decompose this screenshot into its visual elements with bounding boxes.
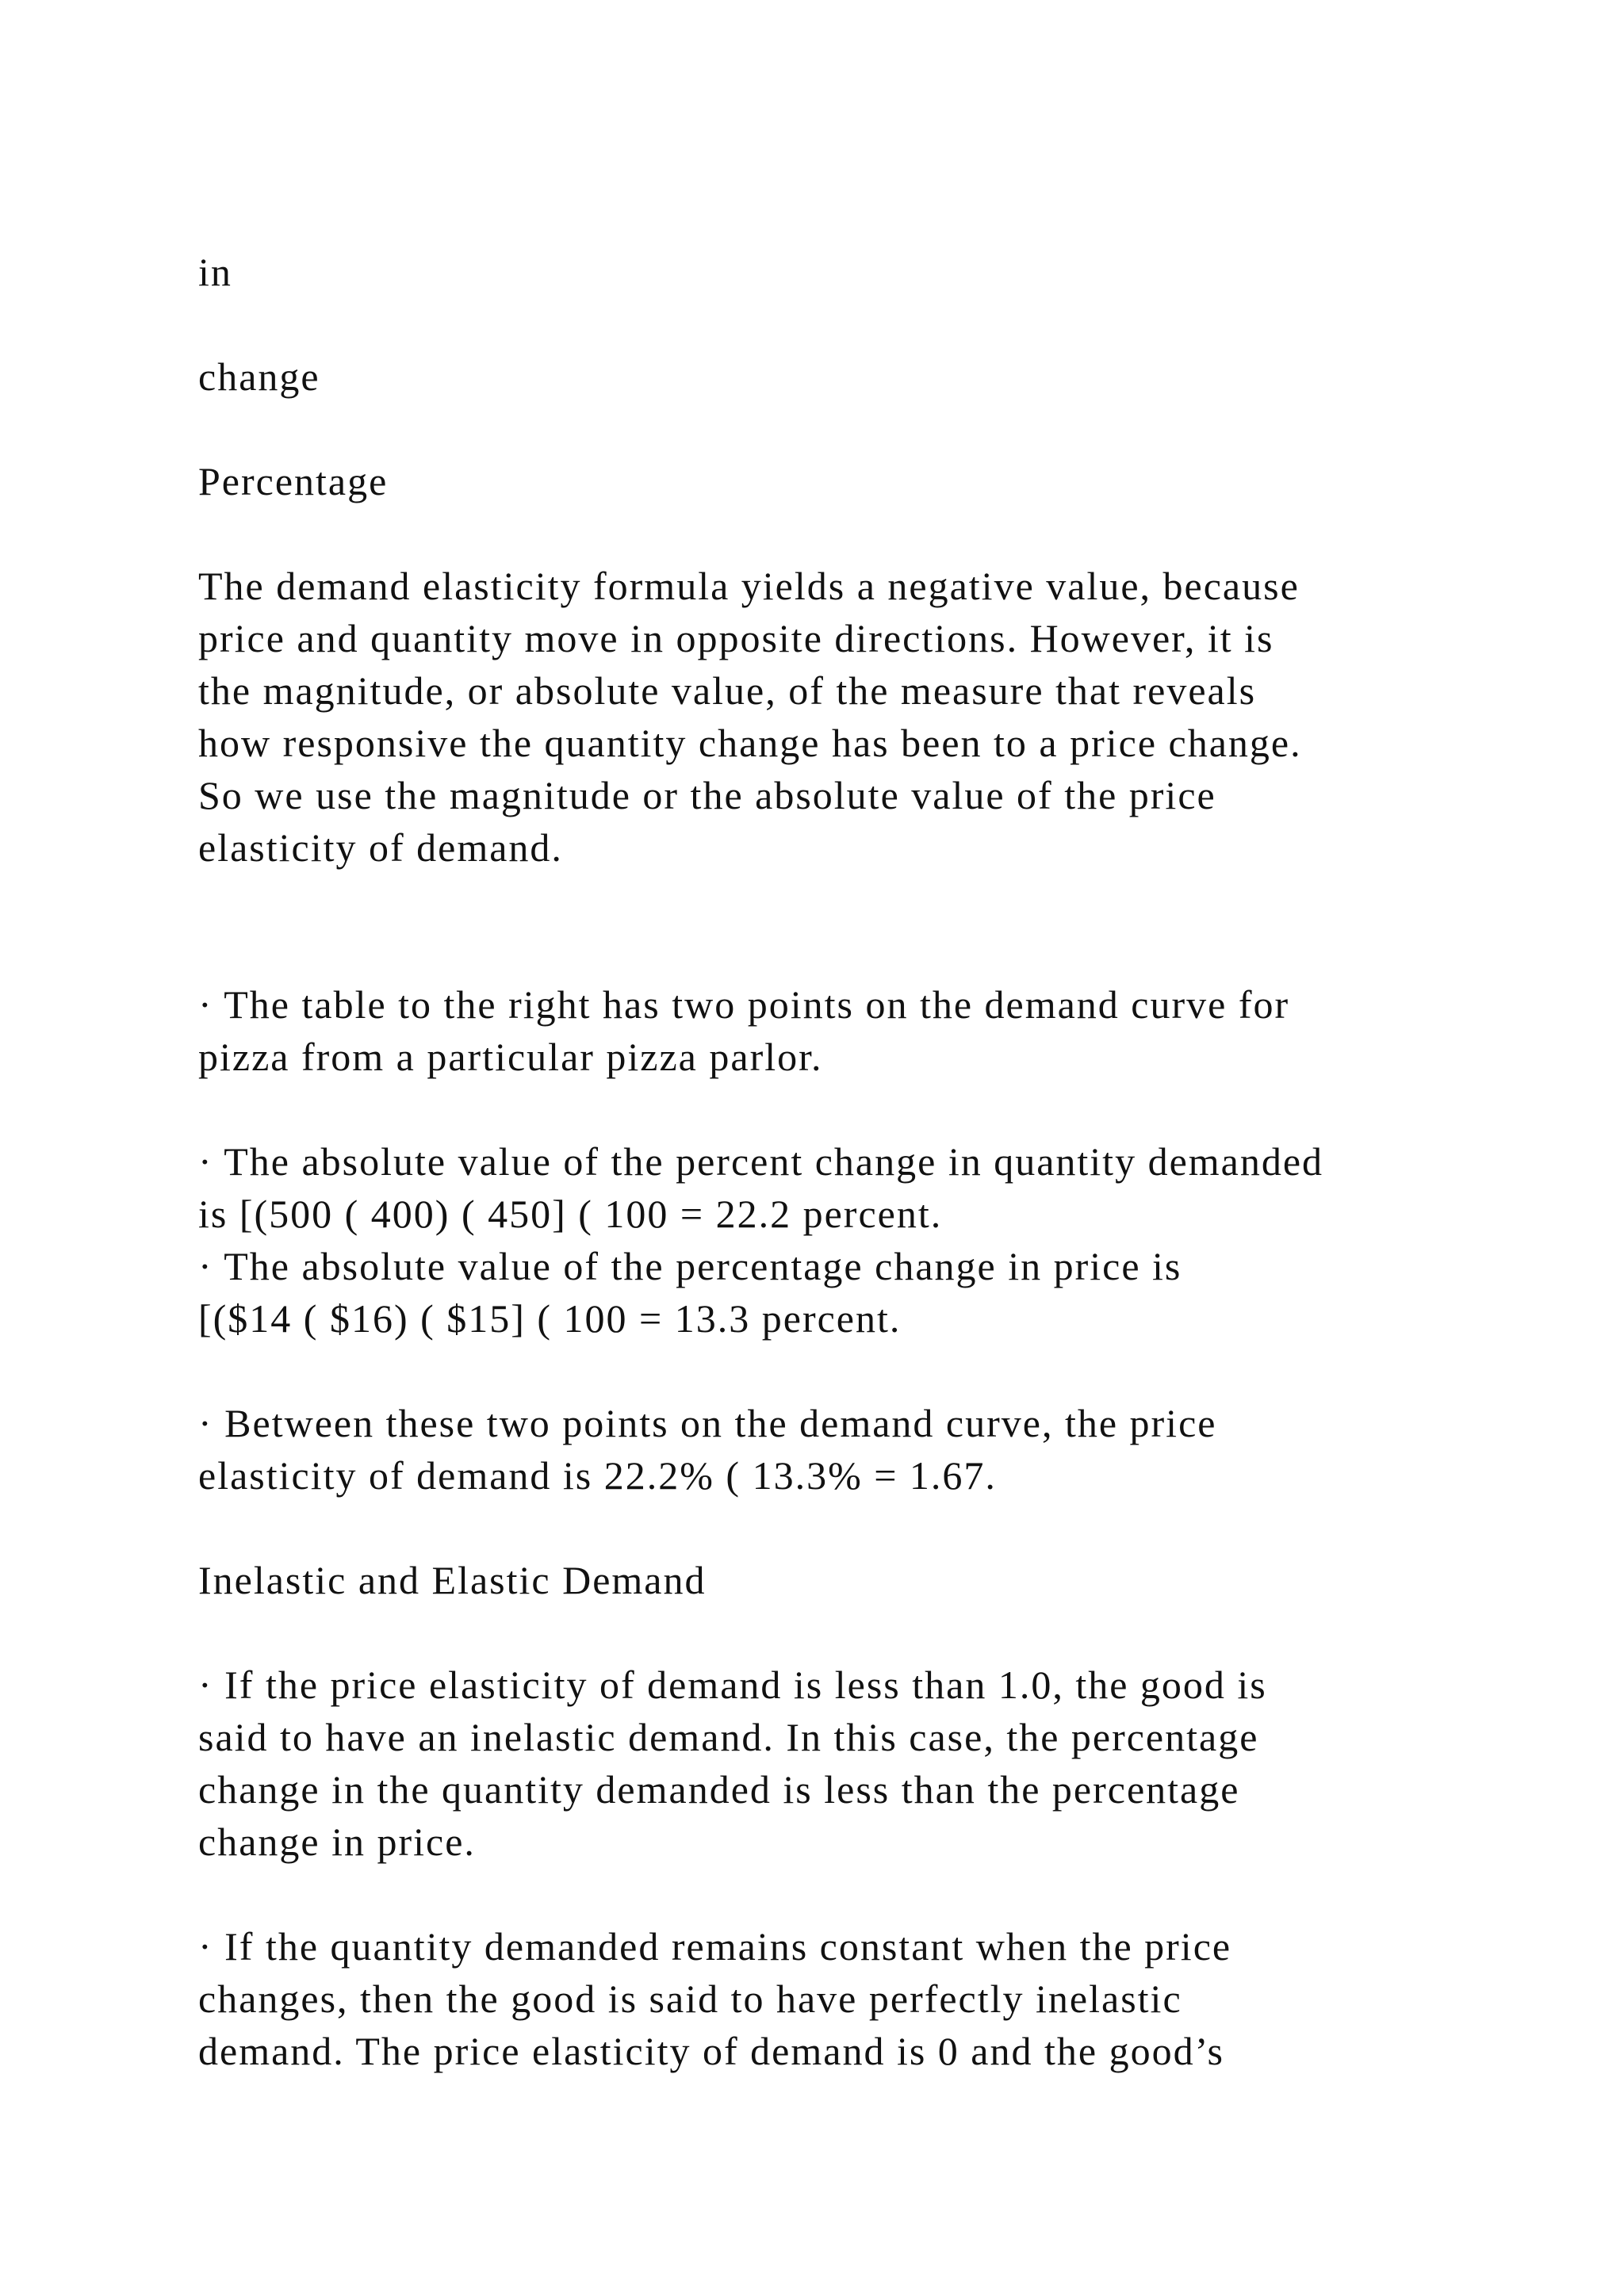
text-line: elasticity of demand. [198, 825, 563, 870]
paragraph-table-points [198, 978, 1507, 1083]
paragraph-perfectly-inelastic [198, 1920, 1507, 2077]
paragraph-absolute-values [198, 1135, 1507, 1345]
text-line: demand. The price elasticity of demand is 0 and the good’s [198, 2029, 1224, 2073]
text-line: the magnitude, or absolute value, of the measure that reveals [198, 668, 1257, 713]
text-line: · The absolute value of the percent change in quantity demanded [198, 1139, 1324, 1184]
text-line: how responsive the quantity change has been to a price change. [198, 721, 1302, 765]
text-line: elasticity of demand is 22.2% ( 13.3% = 1.67. [198, 1453, 997, 1498]
paragraph-elasticity-result [198, 1397, 1507, 1502]
text-line: changes, then the good is said to have perfectly inelastic [198, 1976, 1182, 2021]
section-heading [198, 1554, 1507, 1606]
paragraph-percentage [198, 455, 1507, 507]
text-line: Inelastic and Elastic Demand [198, 1558, 707, 1602]
text-line: Percentage [198, 459, 389, 503]
text-line: change in the quantity demanded is less than the percentage [198, 1767, 1240, 1812]
text-line: change [198, 354, 320, 399]
text-line: So we use the magnitude or the absolute value of the price [198, 773, 1216, 817]
text-line: The demand elasticity formula yields a negative value, because [198, 564, 1300, 608]
text-line: [($14 ( $16) ( $15] ( 100 = 13.3 percent. [198, 1296, 902, 1341]
text-line: pizza from a particular pizza parlor. [198, 1035, 823, 1079]
paragraph-inelastic-demand [198, 1659, 1507, 1868]
paragraph-in [198, 246, 1507, 298]
text-line: said to have an inelastic demand. In this case, the percentage [198, 1715, 1259, 1759]
text-line: · The table to the right has two points on the demand curve for [198, 982, 1290, 1027]
text-line: price and quantity move in opposite directions. However, it is [198, 616, 1274, 660]
text-line: · If the quantity demanded remains constant when the price [198, 1924, 1232, 1969]
text-line: · If the price elasticity of demand is less than 1.0, the good is [198, 1663, 1267, 1707]
paragraph-negative-value [198, 560, 1507, 874]
text-line: is [(500 ( 400) ( 450] ( 100 = 22.2 percent. [198, 1192, 943, 1236]
document-body [198, 246, 1507, 2077]
text-line: · The absolute value of the percentage change in price is [198, 1244, 1182, 1288]
text-line: change in price. [198, 1820, 476, 1864]
text-line: in [198, 250, 232, 294]
paragraph-change [198, 350, 1507, 403]
text-line: · Between these two points on the demand curve, the price [198, 1401, 1217, 1445]
